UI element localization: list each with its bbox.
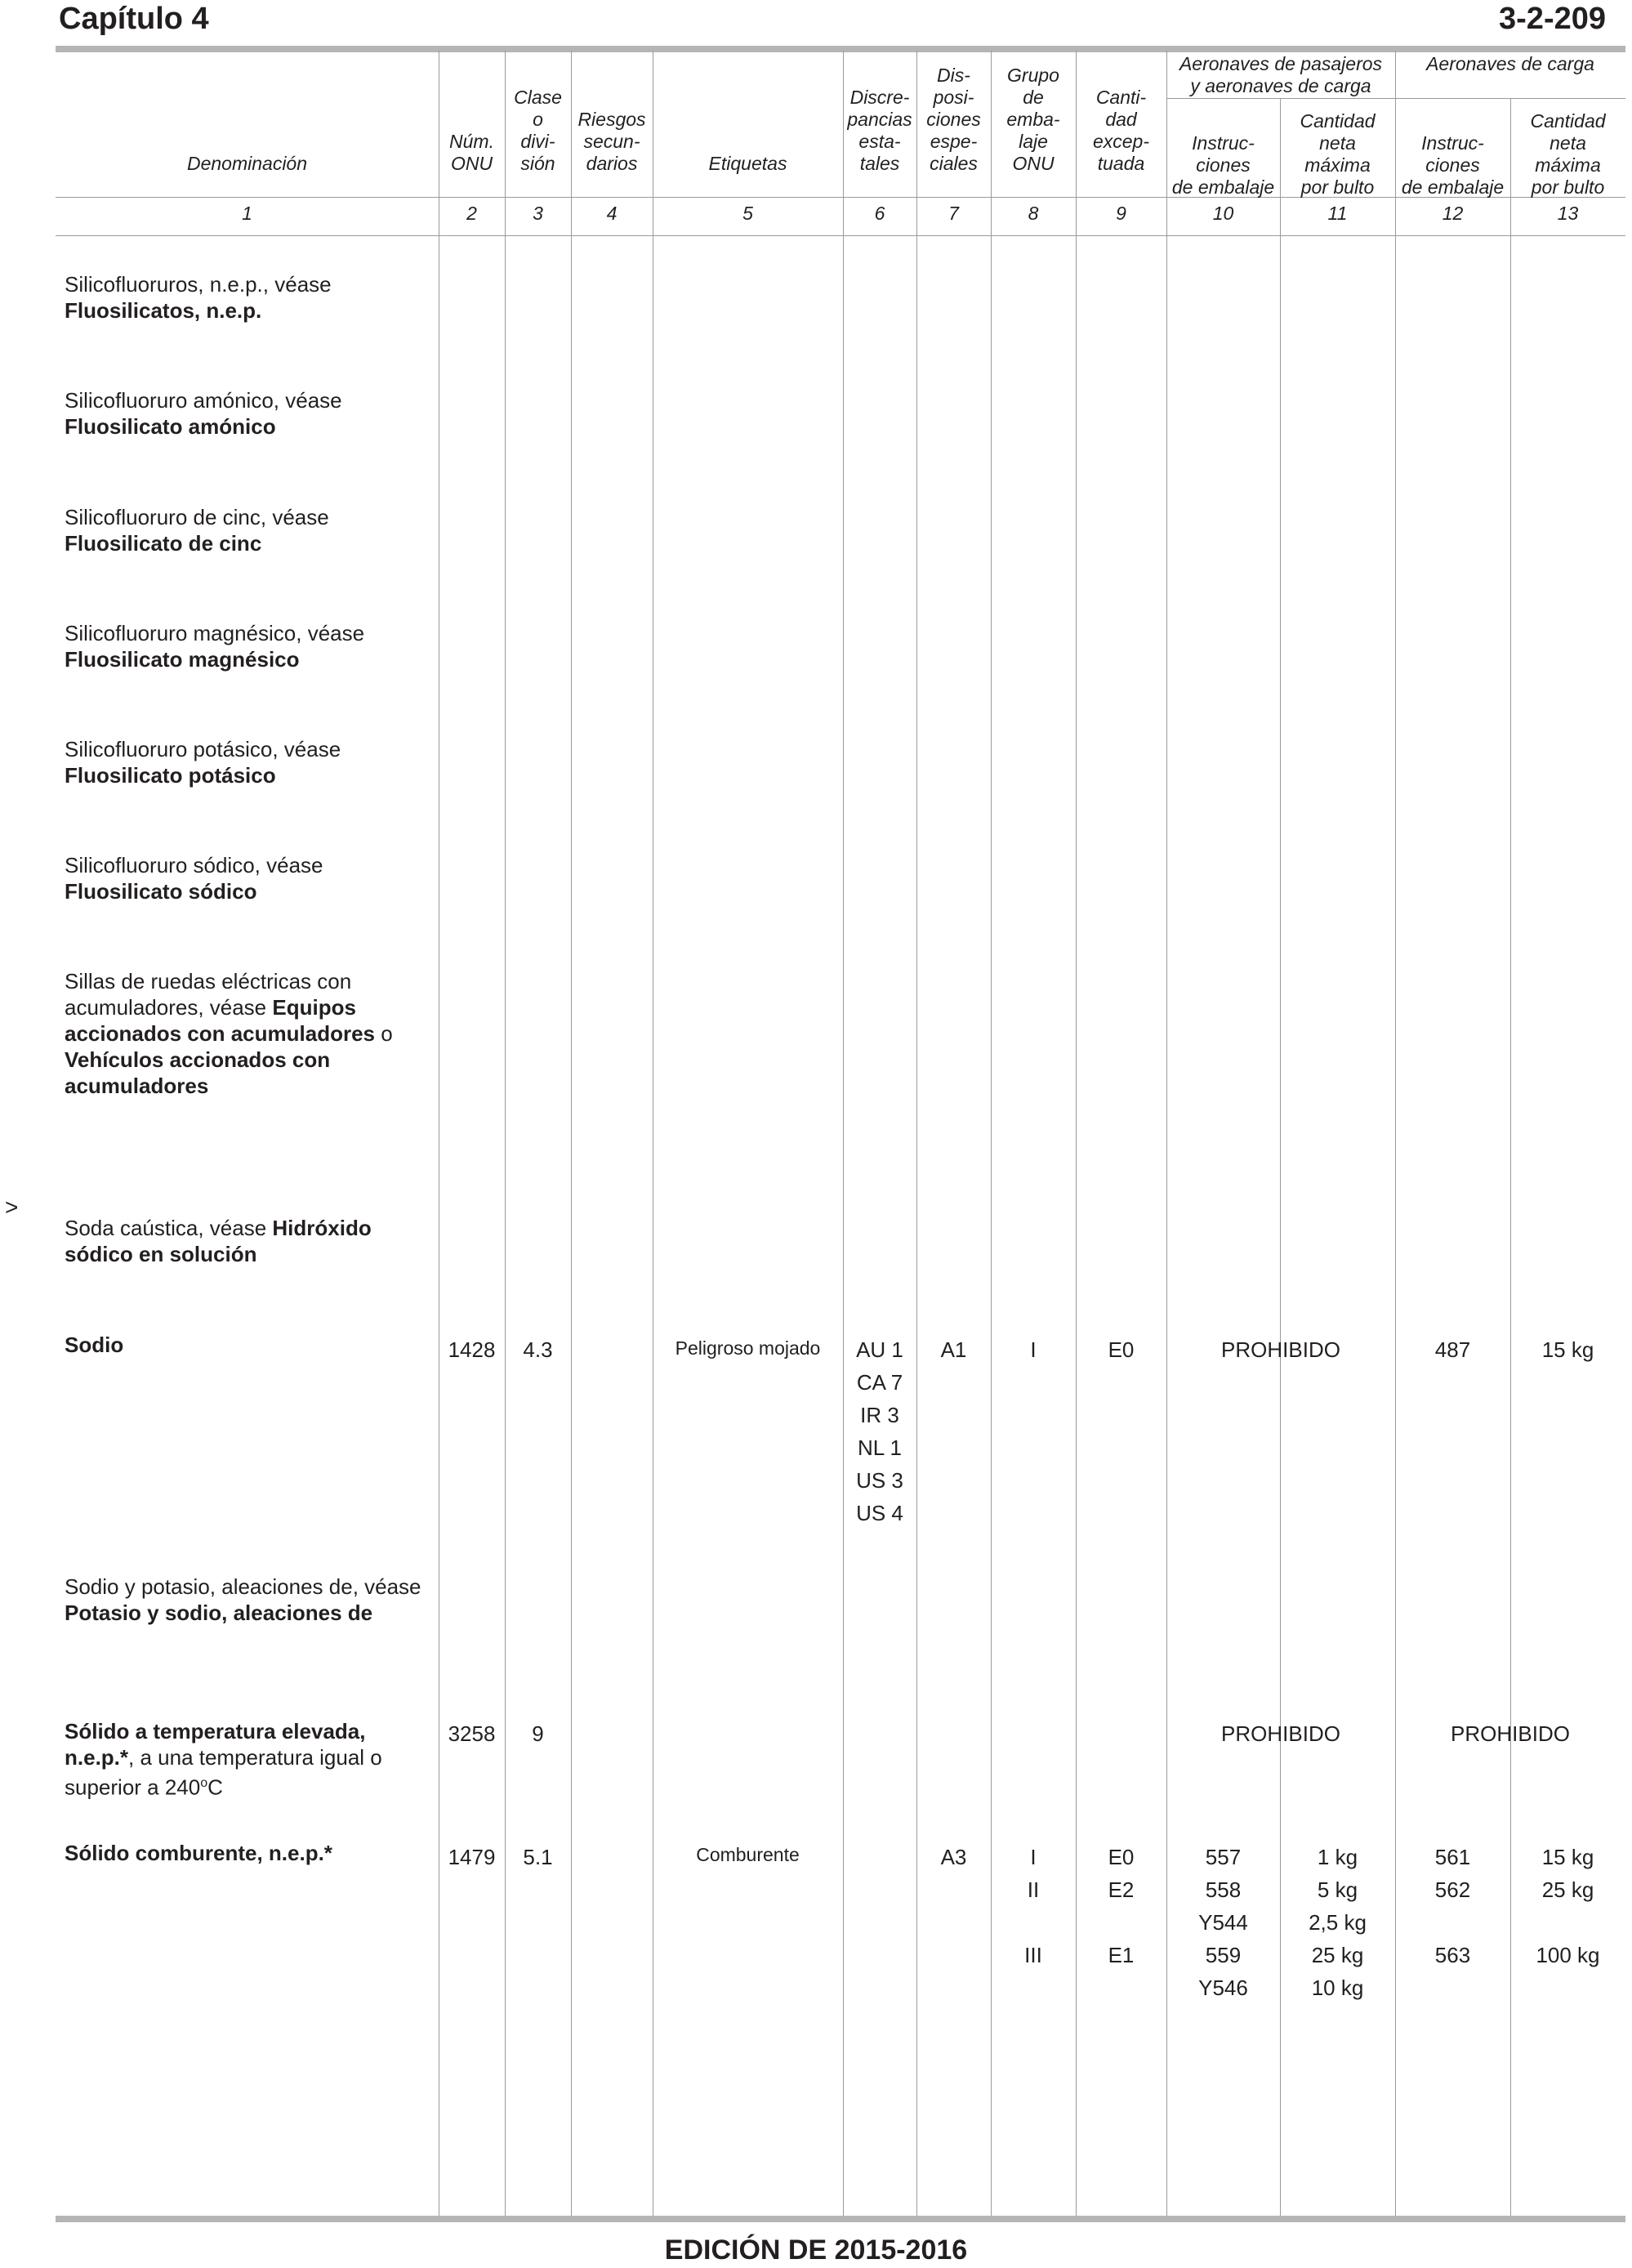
column-number: 10 [1212, 203, 1234, 224]
top-rule [56, 46, 1625, 52]
column-number: 5 [742, 203, 753, 224]
header-carga-group: Aeronaves de carga [1426, 53, 1594, 74]
entry-title: Sólido comburente, n.e.p.* [65, 1841, 332, 1865]
column-line [916, 51, 917, 2216]
disposiciones-cell: A1 [940, 1337, 967, 1362]
entry-reference: Hidróxido sódico en solución [65, 1216, 372, 1266]
column-number: 7 [948, 203, 959, 224]
carga-cell: PROHIBIDO [1451, 1721, 1570, 1746]
header-etiquetas: Etiquetas [708, 153, 787, 174]
pasajeros-cell: PROHIBIDO [1221, 1721, 1340, 1746]
cantidad-neta-carga-cell: 15 kg 25 kg 100 kg [1536, 1845, 1600, 1967]
entry-title: Sólido a temperatura elevada, n.e.p.* [65, 1719, 366, 1770]
entry-text: Silicofluoruros, n.e.p., véase [65, 272, 332, 297]
entry-reference: Fluosilicatos, n.e.p. [65, 298, 262, 323]
header-disposiciones: Dis- posi- ciones espe- ciales [926, 65, 981, 174]
degree-sign: o [200, 1776, 208, 1790]
entry-text: o [381, 1021, 393, 1046]
discrepancias-cell: AU 1 CA 7 IR 3 NL 1 US 3 US 4 [856, 1337, 903, 1525]
header-num-onu: Núm. ONU [449, 131, 494, 174]
entry-text: Sodio y potasio, aleaciones de, véase [65, 1574, 421, 1599]
entry-name [65, 504, 432, 556]
column-number: 1 [242, 203, 252, 224]
column-number: 3 [533, 203, 543, 224]
instrucciones-carga-cell: 561 562 563 [1434, 1845, 1471, 1967]
column-number: 2 [466, 203, 477, 224]
grupo-cell: I [1030, 1337, 1037, 1362]
column-line [843, 51, 844, 2216]
header-cantidad-exceptuada: Canti- dad excep- tuada [1092, 87, 1150, 174]
entry-text: Silicofluoruro magnésico, véase [65, 621, 365, 645]
header-discrepancias: Discre- pancias esta- tales [847, 87, 912, 174]
column-line [505, 51, 506, 2216]
cantidad-neta-pasajeros-cell: 1 kg 5 kg 2,5 kg 25 kg 10 kg [1309, 1845, 1367, 2000]
header-cantidad-neta-pasajeros: Cantidad neta máxima por bulto [1300, 110, 1376, 198]
column-number: 13 [1557, 203, 1579, 224]
instrucciones-pasajeros-cell: 557 558 Y544 559 Y546 [1198, 1845, 1248, 2000]
entry-reference: Vehículos accionados con acumuladores [65, 1047, 331, 1098]
entry-name [65, 1840, 432, 1866]
disposiciones-cell: A3 [940, 1845, 967, 1869]
header-instrucciones-pasajeros: Instruc- ciones de embalaje [1171, 132, 1275, 198]
entry-name [65, 1574, 440, 1626]
entry-name [65, 1215, 424, 1267]
etiqueta-cell: Peligroso mojado [675, 1337, 821, 1359]
chapter-title: Capítulo 4 [59, 2, 209, 36]
entry-text: Silicofluoruro amónico, véase [65, 388, 342, 413]
etiqueta-cell: Comburente [696, 1844, 800, 1865]
entry-name [65, 1332, 432, 1358]
entry-text: , a una temperatura igual o superior a 240 [65, 1745, 382, 1800]
entry-reference: Fluosilicato potásico [65, 763, 276, 788]
header-clase: Clase o divi- sión [514, 87, 562, 174]
entry-text: Silicofluoruro sódico, véase [65, 853, 323, 877]
clase-cell: 4.3 [523, 1337, 553, 1362]
grupo-cell: I II III [1024, 1845, 1042, 1967]
header-riesgos: Riesgos secun- darios [577, 109, 646, 174]
entry-name [65, 271, 432, 324]
entry-reference: Potasio y sodio, aleaciones de [65, 1601, 373, 1625]
entry-text: Silicofluoruro potásico, véase [65, 737, 341, 761]
column-line [571, 51, 572, 2216]
revision-mark: > [5, 1194, 19, 1220]
bottom-rule [56, 2216, 1625, 2222]
entry-reference: Fluosilicato sódico [65, 879, 257, 904]
aircraft-group-divider [1166, 98, 1625, 99]
num-onu-cell: 1428 [448, 1337, 496, 1362]
column-number: 6 [874, 203, 885, 224]
edition-footer: EDICIÓN DE 2015-2016 [664, 2235, 968, 2266]
entry-text: Sillas de ruedas eléctricas con acumuladores, véase [65, 969, 352, 1020]
header-instrucciones-carga: Instruc- ciones de embalaje [1401, 132, 1505, 198]
entry-name [65, 968, 424, 1099]
column-number: 9 [1116, 203, 1126, 224]
entry-reference: Fluosilicato magnésico [65, 647, 300, 672]
entry-reference: Fluosilicato de cinc [65, 531, 262, 556]
entry-name [65, 387, 432, 440]
page-number: 3-2-209 [1499, 2, 1606, 36]
header-denominacion: Denominación [186, 153, 308, 174]
entry-text: Soda caústica, véase [65, 1216, 267, 1240]
cantidad-neta-carga-cell: 15 kg [1541, 1337, 1594, 1362]
clase-cell: 5.1 [523, 1845, 553, 1869]
pasajeros-cell: PROHIBIDO [1221, 1337, 1340, 1362]
column-number: 11 [1327, 203, 1348, 224]
num-onu-cell: 3258 [448, 1721, 496, 1746]
entry-title: Sodio [65, 1333, 124, 1357]
entry-name [65, 1718, 440, 1801]
entry-name [65, 852, 432, 904]
entry-text: Silicofluoruro de cinc, véase [65, 505, 329, 529]
entry-reference: Fluosilicato amónico [65, 414, 276, 439]
column-number-divider [56, 235, 1625, 236]
column-number: 8 [1028, 203, 1039, 224]
num-onu-cell: 1479 [448, 1845, 496, 1869]
header-cantidad-neta-carga: Cantidad neta máxima por bulto [1530, 110, 1606, 198]
clase-cell: 9 [532, 1721, 544, 1746]
cantidad-exceptuada-cell: E0 [1108, 1337, 1135, 1362]
instrucciones-carga-cell: 487 [1434, 1337, 1471, 1362]
header-grupo: Grupo de emba- laje ONU [1006, 65, 1060, 174]
column-number: 12 [1442, 203, 1464, 224]
column-number: 4 [606, 203, 618, 224]
cantidad-exceptuada-cell: E0 E2 E1 [1108, 1845, 1135, 1967]
entry-reference: Equipos accionados con acumuladores [65, 995, 376, 1046]
entry-name [65, 620, 432, 672]
header-pasajeros-group: Aeronaves de pasajeros y aeronaves de carga [1179, 53, 1383, 96]
entry-name [65, 736, 432, 788]
entry-text: C [207, 1775, 223, 1800]
